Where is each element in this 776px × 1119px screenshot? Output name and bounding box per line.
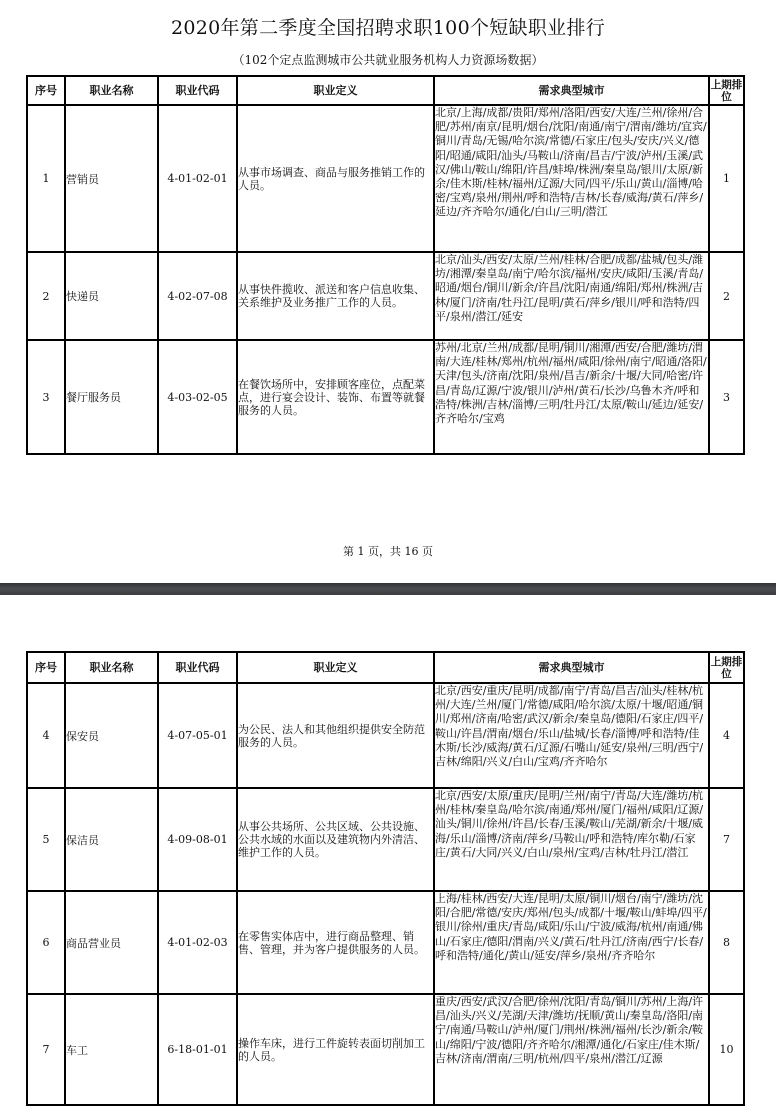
table-header-row: [27, 76, 744, 105]
cell-prev-rank: 8: [709, 891, 744, 994]
document-page-2: [0, 595, 776, 1119]
cell-definition: 从事快件揽收、派送和客户信息收集、关系维护及业务推广工作的人员。: [237, 252, 434, 340]
cell-seq: 4: [27, 683, 65, 788]
header-code: 职业代码: [158, 76, 237, 105]
page-separator: [0, 583, 776, 595]
table-row: [27, 252, 744, 340]
cell-cities: 北京/汕头/西安/太原/兰州/桂林/合肥/成都/盐城/包头/潍坊/湘潭/秦皇岛/南宁/哈尔滨/福州/安庆/咸阳/玉溪/青岛/昭通/烟台/铜川/新余/许昌/沈阳/南通/绵阳/郑州/株洲/吉林/厦门/济南/牡丹江/昆明/黄石/萍乡/银川/呼和浩特/四平/泉州/潜江/延安: [434, 252, 709, 340]
cell-cities: 重庆/西安/武汉/合肥/徐州/沈阳/青岛/铜川/苏州/上海/许昌/汕头/兴义/芜湖/天津/潍坊/抚顺/黄山/秦皇岛/洛阳/南宁/南通/马鞍山/泸州/厦门/荆州/株洲/福州/长沙/新余/鞍山/绵阳/宁波/德阳/齐齐哈尔/湘潭/通化/石家庄/佳木斯/吉林/济南/渭南/三明/杭州/四平/泉州/潜江/辽源: [434, 994, 709, 1105]
cell-cities: 北京/西安/太原/重庆/昆明/兰州/南宁/青岛/大连/潍坊/杭州/桂林/秦皇岛/哈尔滨/南通/郑州/厦门/福州/咸阳/辽源/汕头/铜川/徐州/许昌/长春/玉溪/鞍山/芜湖/新余/十堰/威海/乐山/淄博/济南/萍乡/马鞍山/呼和浩特/库尔勒/石家庄/黄石/大同/兴义/白山/泉州/宝鸡/吉林/牡丹江/潜江: [434, 788, 709, 891]
cell-prev-rank: 1: [709, 105, 744, 252]
header-cities: 需求典型城市: [434, 76, 709, 105]
cell-cities: 上海/桂林/西安/大连/昆明/太原/铜川/烟台/南宁/潍坊/沈阳/合肥/常德/安庆/郑州/包头/成都/十堰/鞍山/蚌埠/四平/银川/徐州/重庆/青岛/咸阳/乐山/宁波/威海/杭州/南通/佛山/石家庄/德阳/渭南/兴义/黄石/牡丹江/济南/西宁/长春/呼和浩特/通化/黄山/延安/萍乡/泉州/齐齐哈尔: [434, 891, 709, 994]
cell-seq: 3: [27, 340, 65, 454]
cell-prev-rank: 4: [709, 683, 744, 788]
cell-prev-rank: 3: [709, 340, 744, 454]
cell-cities: 北京/上海/成都/贵阳/郑州/洛阳/西安/大连/兰州/徐州/合肥/苏州/南京/昆明/烟台/沈阳/南通/南宁/渭南/潍坊/宜宾/铜川/青岛/无锡/哈尔滨/常德/石家庄/包头/安庆/兴义/德阳/昭通/咸阳/汕头/马鞍山/济南/昌吉/宁波/泸州/玉溪/武汉/佛山/鞍山/绵阳/许昌/蚌埠/株洲/秦皇岛/银川/太原/新余/佳木斯/桂林/福州/辽源/大同/四平/乐山/黄山/淄博/哈密/宝鸡/泉州/荆州/呼和浩特/吉林/长春/威海/黄石/萍乡/延边/齐齐哈尔/通化/白山/三明/潜江: [434, 105, 709, 252]
table-row: [27, 683, 744, 788]
cell-name: 车工: [65, 994, 158, 1105]
cell-seq: 5: [27, 788, 65, 891]
header-prev-rank: 上期排位: [709, 652, 744, 683]
cell-seq: 2: [27, 252, 65, 340]
header-code: 职业代码: [158, 652, 237, 683]
cell-name: 保洁员: [65, 788, 158, 891]
document-title: 2020年第二季度全国招聘求职100个短缺职业排行: [170, 17, 606, 39]
header-definition: 职业定义: [237, 652, 434, 683]
cell-name: 餐厅服务员: [65, 340, 158, 454]
cell-name: 快递员: [65, 252, 158, 340]
cell-code: 4-07-05-01: [158, 683, 237, 788]
header-seq: 序号: [27, 76, 65, 105]
cell-definition: 从事公共场所、公共区域、公共设施、公共水域的水面以及建筑物内外清洁、维护工作的人员。: [237, 788, 434, 891]
cell-definition: 在餐饮场所中，安排顾客座位，点配菜点，进行宴会设计、装饰、布置等就餐服务的人员。: [237, 340, 434, 454]
header-definition: 职业定义: [237, 76, 434, 105]
header-name: 职业名称: [65, 76, 158, 105]
cell-seq: 1: [27, 105, 65, 252]
cell-definition: 操作车床，进行工件旋转表面切削加工的人员。: [237, 994, 434, 1105]
shortage-ranking-table: [26, 75, 745, 455]
cell-definition: 为公民、法人和其他组织提供安全防范服务的人员。: [237, 683, 434, 788]
cell-cities: 苏州/北京/兰州/成都/昆明/铜川/湘潭/西安/合肥/潍坊/渭南/大连/桂林/郑州/杭州/福州/咸阳/徐州/南宁/昭通/洛阳/天津/包头/济南/沈阳/泉州/昌吉/新余/十堰/大同/哈密/许昌/青岛/辽源/宁波/银川/泸州/黄石/长沙/乌鲁木齐/呼和浩特/株洲/吉林/淄博/三明/牡丹江/太原/鞍山/延边/延安/齐齐哈尔/宝鸡: [434, 340, 709, 454]
cell-code: 4-02-07-08: [158, 252, 237, 340]
page-number-footer: 第 1 页，共 16 页: [343, 545, 433, 558]
cell-definition: 在零售实体店中，进行商品整理、销售、管理，并为客户提供服务的人员。: [237, 891, 434, 994]
cell-name: 商品营业员: [65, 891, 158, 994]
header-seq: 序号: [27, 652, 65, 683]
cell-code: 4-01-02-03: [158, 891, 237, 994]
table-row: [27, 788, 744, 891]
cell-prev-rank: 7: [709, 788, 744, 891]
shortage-ranking-table-continued: [26, 651, 745, 1106]
cell-code: 4-03-02-05: [158, 340, 237, 454]
cell-name: 营销员: [65, 105, 158, 252]
header-name: 职业名称: [65, 652, 158, 683]
document-subtitle: （102个定点监测城市公共就业服务机构人力资源场数据）: [232, 53, 544, 67]
cell-definition: 从事市场调查、商品与服务推销工作的人员。: [237, 105, 434, 252]
header-cities: 需求典型城市: [434, 652, 709, 683]
table-row: [27, 994, 744, 1105]
cell-prev-rank: 2: [709, 252, 744, 340]
cell-cities: 北京/西安/重庆/昆明/成都/南宁/青岛/昌吉/汕头/桂林/杭州/大连/兰州/厦门/常德/咸阳/哈尔滨/太原/十堰/昭通/铜川/郑州/济南/哈密/武汉/新余/秦皇岛/德阳/石家庄/四平/鞍山/许昌/渭南/烟台/乐山/盐城/长春/淄博/呼和浩特/佳木斯/长沙/威海/黄石/辽源/石嘴山/延安/泉州/三明/西宁/吉林/绵阳/兴义/白山/宝鸡/齐齐哈尔: [434, 683, 709, 788]
table-row: [27, 105, 744, 252]
cell-name: 保安员: [65, 683, 158, 788]
cell-prev-rank: 10: [709, 994, 744, 1105]
table-row: [27, 340, 744, 454]
cell-seq: 6: [27, 891, 65, 994]
table-row: [27, 891, 744, 994]
cell-code: 4-09-08-01: [158, 788, 237, 891]
cell-code: 4-01-02-01: [158, 105, 237, 252]
cell-seq: 7: [27, 994, 65, 1105]
header-prev-rank: 上期排位: [709, 76, 744, 105]
cell-code: 6-18-01-01: [158, 994, 237, 1105]
table-header-row: [27, 652, 744, 683]
